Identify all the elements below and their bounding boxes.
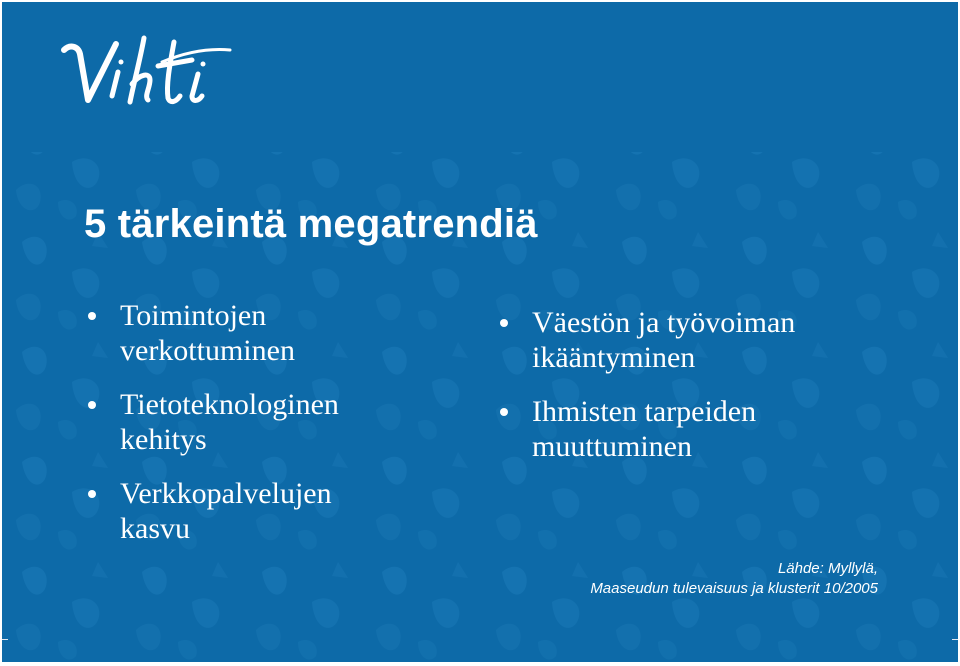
vihti-logo [58, 30, 238, 120]
source-citation [590, 559, 878, 599]
slide-corner-mark [952, 639, 958, 646]
list-item-line: Tietoteknologinen [120, 388, 339, 421]
bullet-icon [500, 408, 508, 416]
left-bullet-list [84, 298, 444, 565]
list-item [84, 298, 444, 368]
list-item [84, 476, 444, 546]
list-item-line: muuttuminen [532, 430, 692, 463]
bullet-icon [88, 312, 96, 320]
list-item [84, 387, 444, 457]
list-item [496, 305, 916, 375]
list-item-line: kasvu [120, 512, 190, 545]
slide-title: 5 tärkeintä megatrendiä [84, 202, 538, 246]
source-line: Maaseudun tulevaisuus ja klusterit 10/2005 [590, 580, 878, 597]
slide-corner-mark [2, 639, 8, 646]
list-item [496, 394, 916, 464]
list-item-line: Toimintojen [120, 299, 267, 332]
bullet-icon [500, 319, 508, 327]
bullet-icon [88, 490, 96, 498]
source-line: Lähde: Myllylä, [777, 560, 878, 577]
list-item-line: ikääntyminen [532, 341, 696, 374]
list-item-line: Väestön ja työvoiman [532, 306, 796, 339]
right-bullet-list [496, 305, 916, 483]
list-item-line: kehitys [120, 423, 207, 456]
list-item-line: Ihmisten tarpeiden [532, 395, 757, 428]
list-item-line: verkottuminen [120, 334, 295, 367]
slide [2, 2, 958, 662]
list-item-line: Verkkopalvelujen [120, 477, 332, 510]
bullet-icon [88, 401, 96, 409]
